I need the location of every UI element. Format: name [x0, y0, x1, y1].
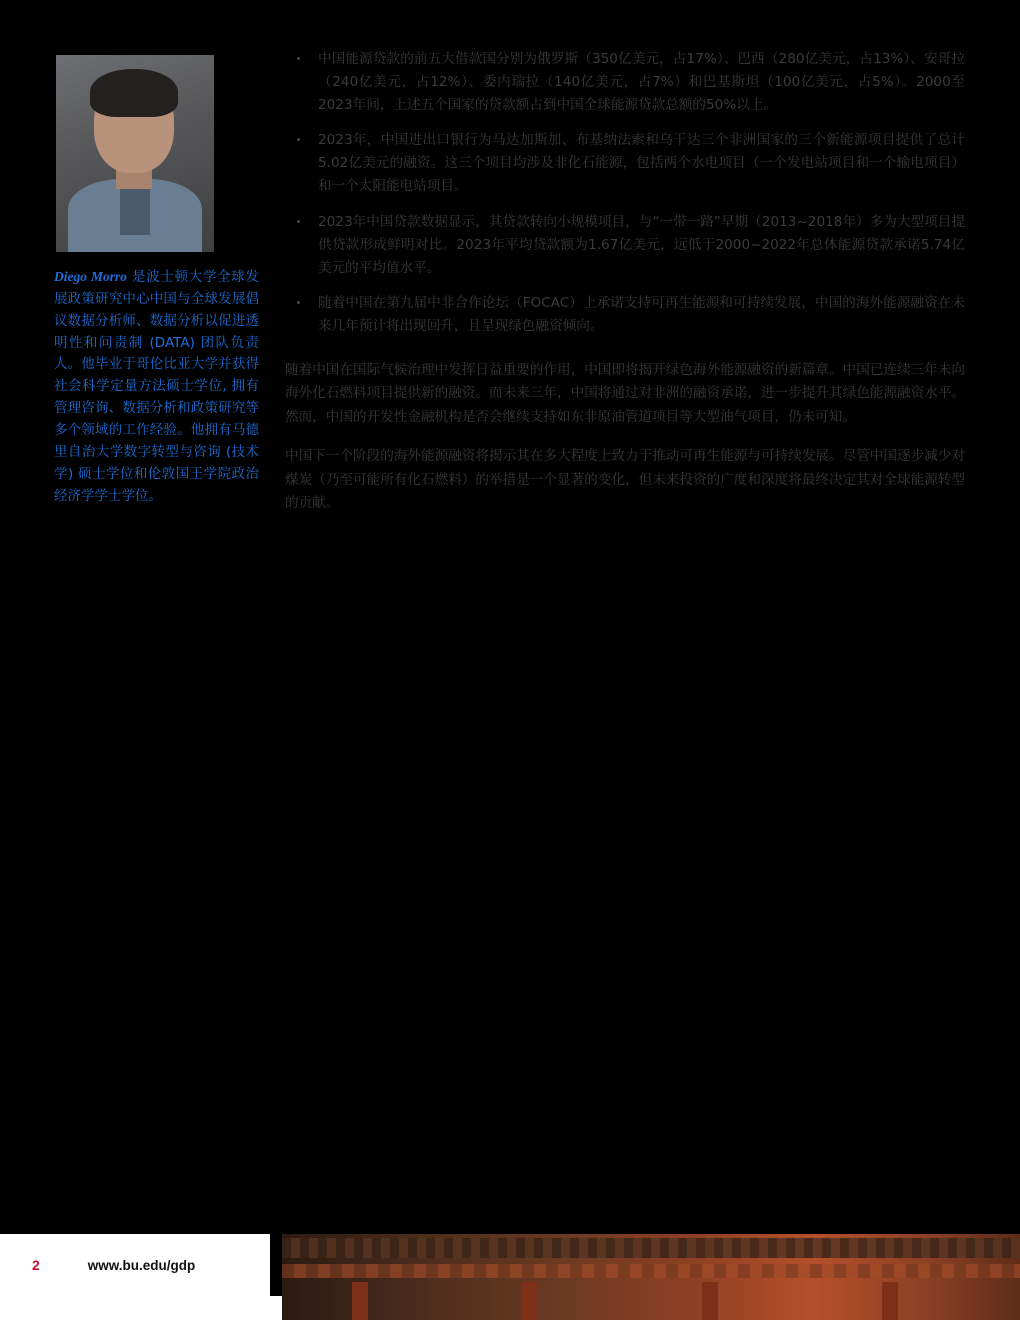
list-item-text: 随着中国在第九届中非合作论坛（FOCAC）上承诺支持可再生能源和可持续发展，中国的海外能源融资在未来几年预计将出现回升，且呈现绿色融资倾向。	[318, 295, 965, 335]
roof-column	[882, 1282, 898, 1320]
footer-left-block	[0, 1234, 270, 1296]
author-portrait	[56, 55, 214, 252]
list-item	[285, 48, 965, 116]
footer-divider	[270, 1234, 282, 1296]
body-paragraph: 中国下一个阶段的海外能源融资将揭示其在多大程度上致力于推动可再生能源与可持续发展。尽管中国逐步减少对煤炭（乃至可能所有化石燃料）的举措是一个显著的变化，但未来投资的广度和深度将最终决定其对全球能源转型的贡献。	[285, 448, 965, 511]
roof-column	[522, 1282, 538, 1320]
list-item	[285, 292, 965, 338]
bullet-dot-icon	[297, 301, 300, 304]
page-number: 2	[32, 1257, 40, 1273]
footer-url[interactable]: www.bu.edu/gdp	[87, 1257, 196, 1273]
list-item-text: 2023年，中国进出口银行为马达加斯加、布基纳法索和乌干达三个非洲国家的三个新能源项目提供了总计5.02亿美元的融资。这三个项目均涉及非化石能源，包括两个水电项目（一个发电站项目和一个输电项目）和一个太阳能电站项目。	[318, 132, 965, 195]
list-item-text: 2023年中国贷款数据显示，其贷款转向小规模项目，与“一带一路”早期（2013~2018年）多为大型项目提供贷款形成鲜明对比。2023年平均贷款额为1.67亿美元，远低于2000~2022年总体能源贷款承诺5.74亿美元的平均值水平。	[318, 213, 965, 276]
main-text-column	[285, 48, 965, 531]
footer-architecture-image	[282, 1234, 1020, 1320]
bullet-dot-icon	[297, 138, 300, 141]
list-item-text: 中国能源贷款的前五大借款国分别为俄罗斯（350亿美元，占17%）、巴西（280亿美元，占13%）、安哥拉（240亿美元，占12%）、委内瑞拉（140亿美元，占7%）和巴基斯坦（100亿美元，占5%）。2000至2023年间，上述五个国家的贷款额占到中国全球能源贷款总额的50%以上。	[318, 51, 965, 113]
author-bio	[54, 266, 259, 507]
roof-bracket-band	[282, 1238, 1020, 1258]
roof-column	[352, 1282, 368, 1320]
list-item	[285, 211, 965, 279]
author-name: Diego Morro	[54, 269, 128, 284]
portrait-hair	[90, 69, 178, 117]
page-footer	[0, 1234, 1020, 1320]
bullet-dot-icon	[297, 57, 300, 60]
bullet-list	[285, 48, 965, 338]
spacer	[285, 351, 965, 359]
author-bio-text: 是波士顿大学全球发展政策研究中心中国与全球发展倡议数据分析师、数据分析以促进透明性和问责制 (DATA) 团队负责人。他毕业于哥伦比亚大学并获得社会科学定量方法硕士学位, 拥有管理咨询、数据分析和政策研究等多个领域的工作经验。他拥有马德里自治大学数字转型与咨询 (技术学) 硕士学位和伦敦国王学院政治经济学学士学位。	[54, 269, 259, 504]
portrait-shirt	[68, 179, 202, 252]
roof-beam-band	[282, 1264, 1020, 1278]
author-column	[54, 55, 259, 507]
footer-white-strip	[0, 1296, 282, 1320]
body-paragraph: 随着中国在国际气候治理中发挥日益重要的作用，中国即将揭开绿色海外能源融资的新篇章。中国已连续三年未向海外化石燃料项目提供新的融资。而未来三年，中国将通过对非洲的融资承诺，进一步提升其绿色能源融资水平。然而，中国的开发性金融机构是否会继续支持如东非原油管道项目等大型油气项目，仍未可知。	[285, 362, 965, 425]
list-item	[285, 129, 965, 197]
roof-column	[702, 1282, 718, 1320]
bullet-dot-icon	[297, 220, 300, 223]
